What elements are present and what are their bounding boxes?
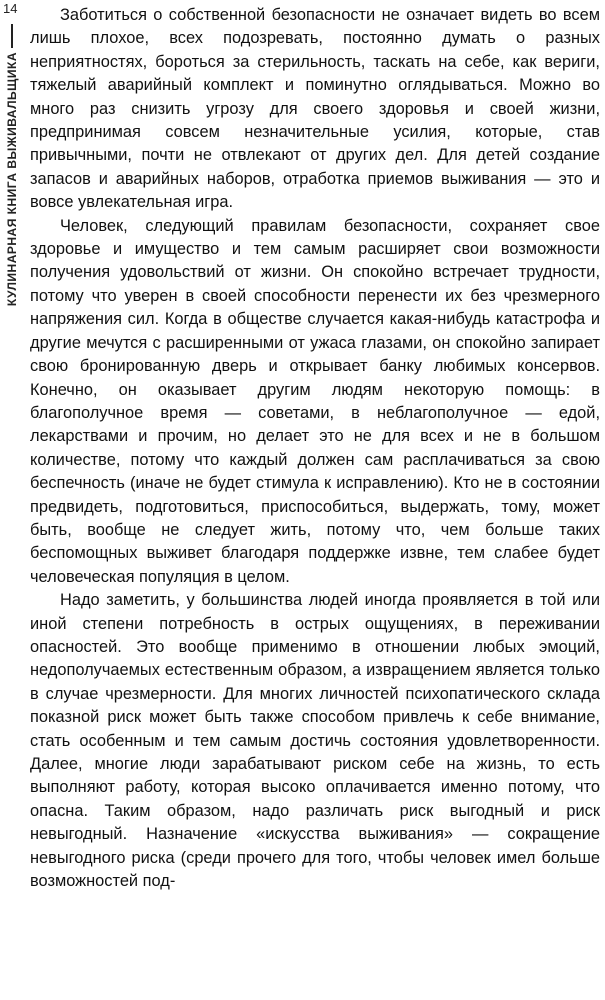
- page-number: 14: [3, 1, 18, 16]
- running-head-title: КУЛИНАРНАЯ КНИГА ВЫЖИВАЛЬЩИКА: [5, 52, 19, 307]
- paragraph-2: Человек, следующий правилам безопасности, сохраняет свое здоровье и имущество и тем самым расширяет свои возможности получения удовольствий от жизни. Он спокойно встречает трудности, потому что уверен в своей способности перенести их без чрезмерного напряжения сил. Когда в обществе случается какая-нибудь катастрофа и другие мечутся с расширенными от ужаса глазами, он спокойно запирает свою бронированную дверь и открывает банку любимых консервов. Конечно, он оказывает другим людям некоторую помощь: в благополучное время — советами, в неблагополучное — едой, лекарствами и прочим, но делает это не для всех и не в большом количестве, потому что каждый должен сам расплачиваться за свою беспечность (иначе не будет стимула к исправлению). Кто не в состоянии предвидеть, подготовиться, приспособиться, выдержать, тому, может быть, вообще не следует жить, потому что, чем больше таких беспомощных выживет благодаря поддержке извне, тем слабее будет человеческая популяция в целом.: [30, 216, 600, 586]
- body-text: [30, 4, 600, 893]
- running-head-rule: [11, 24, 13, 48]
- paragraph-1: Заботиться о собственной безопасности не означает видеть во всем лишь плохое, всех подозревать, постоянно думать о разных неприятностях, бороться за стерильность, таскать на себе, как вериги, тяжелый аварийный комплект и поминутно оглядываться. Можно во много раз снизить угрозу для своего здоровья и своей жизни, предпринимая совсем незначительные усилия, которые, став привычными, почти не отвлекают от других дел. Для детей создание запасов и аварийных наборов, отработка приемов выживания — это и вовсе увлекательная игра.: [30, 6, 600, 212]
- running-head: [2, 24, 22, 584]
- paragraph-3: Надо заметить, у большинства людей иногда проявляется в той или иной степени потребность в острых ощущениях, в переживании опасностей. Это вообще применимо в отношении любых эмоций, недополучаемых естественным образом, а извращением является только в случае чрезмерности. Для многих личностей психопатического склада показной риск может быть также способом привлечь к себе внимание, стать особенным и тем самым достичь состояния удовлетворенности. Далее, многие люди зарабатывают риском себе на жизнь, то есть выполняют работу, которая высоко оплачивается именно потому, что опасна. Таким образом, надо различать риск выгодный и риск невыгодный. Назначение «искусства выживания» — сокращение невыгодного риска (среди прочего для того, чтобы человек имел больше возможностей под-: [30, 591, 600, 891]
